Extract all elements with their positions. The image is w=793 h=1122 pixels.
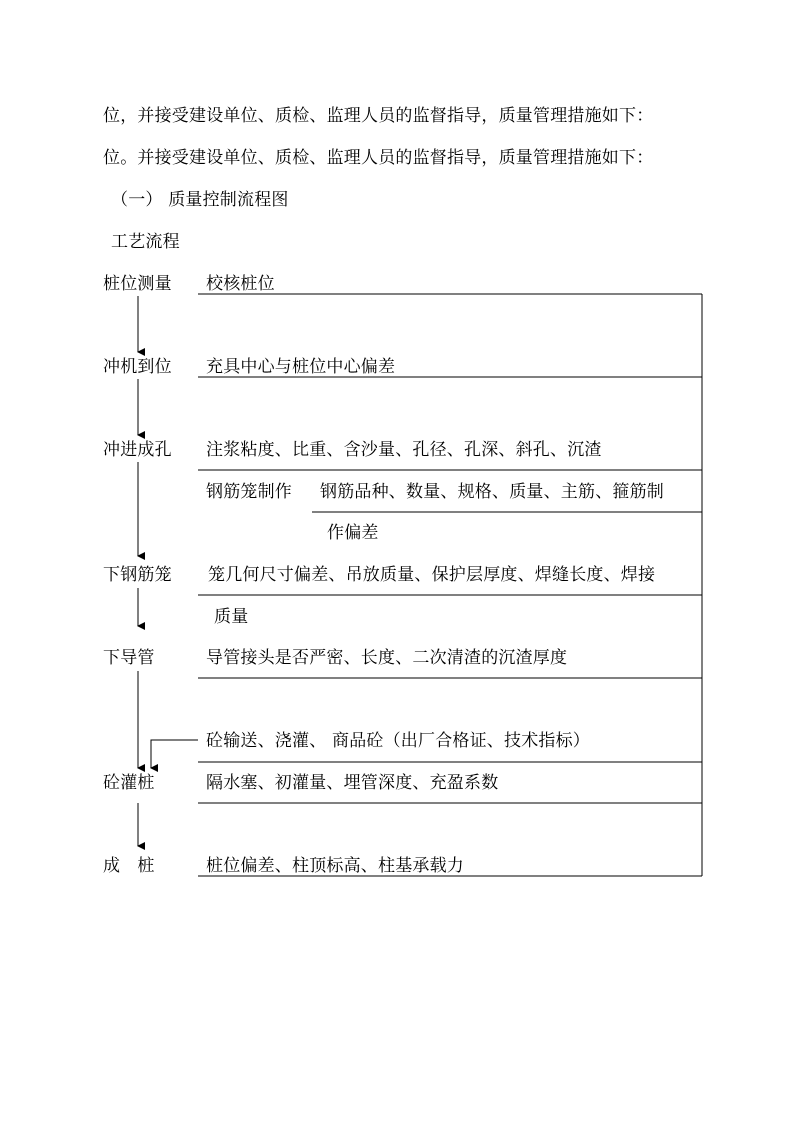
step-lower-cage: 下钢筋笼 [103,565,172,585]
step-boring: 冲进成孔 [103,440,172,460]
concrete-branch-arrow [151,740,198,768]
check-cage-fabrication-line-1: 钢筋品种、数量、规格、质量、主筋、箍筋制 [320,482,664,502]
step-pile-survey: 桩位测量 [103,274,172,294]
step-lower-tremie: 下导管 [103,648,155,668]
check-rig-center: 充具中心与桩位中心偏差 [206,357,396,377]
check-boring: 注浆粘度、比重、含沙量、孔径、孔深、斜孔、沉渣 [206,440,602,460]
step-finished-pile: 成 桩 [103,856,155,876]
check-concrete-pour: 隔水塞、初灌量、埋管深度、充盈系数 [206,773,499,793]
process-flow-heading: 工艺流程 [111,232,180,252]
step-rig-positioning: 冲机到位 [103,357,172,377]
cage-fabrication-label: 钢筋笼制作 [206,482,292,502]
check-pile-position: 校核桩位 [206,274,275,294]
check-finished-pile: 桩位偏差、柱顶标高、柱基承载力 [206,856,464,876]
check-cage-fabrication-line-2: 作偏差 [327,523,379,543]
check-cage-lowering-line-2: 质量 [214,607,249,627]
check-tremie: 导管接头是否严密、长度、二次清渣的沉渣厚度 [206,648,568,668]
section-heading: （一） 质量控制流程图 [111,190,289,210]
paragraph-line-2: 位。并接受建设单位、质检、监理人员的监督指导，质量管理措施如下： [103,148,654,168]
step-concrete-pour: 砼灌桩 [103,773,155,793]
check-concrete-delivery: 砼输送、浇灌、 商品砼（出厂合格证、技术指标） [206,731,591,751]
check-cage-lowering-line-1: 笼几何尺寸偏差、吊放质量、保护层厚度、焊缝长度、焊接 [208,565,656,585]
paragraph-line-1: 位，并接受建设单位、质检、监理人员的监督指导，质量管理措施如下： [103,106,654,126]
